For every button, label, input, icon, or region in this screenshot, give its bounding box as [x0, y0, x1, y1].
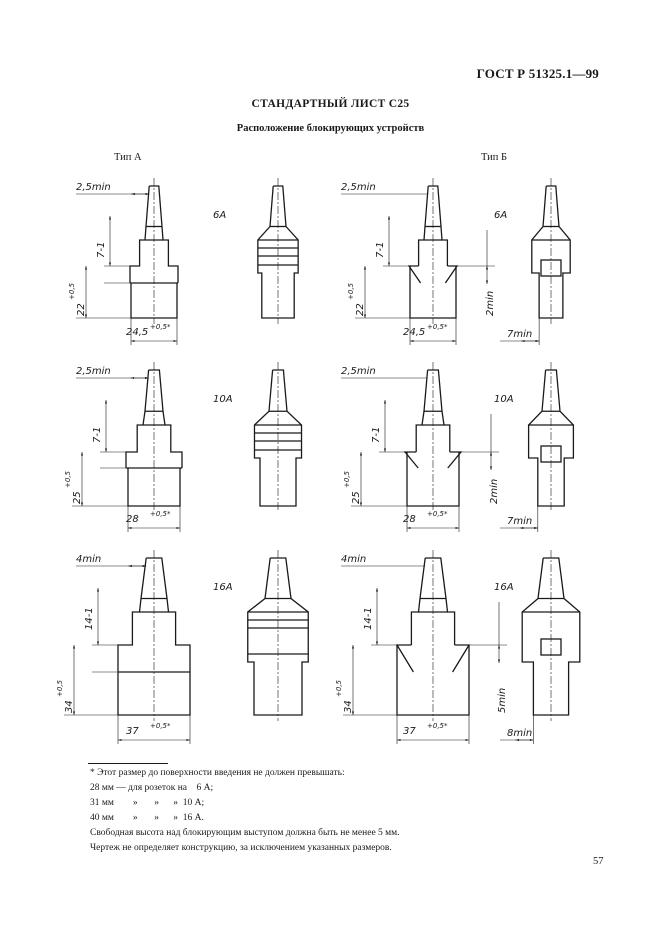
type-a-label: Тип А: [114, 152, 142, 163]
type-a-rating: 6А: [213, 210, 227, 221]
type-b-outline-right: [425, 558, 454, 645]
type-b-side-dim: 7-1: [375, 241, 386, 258]
type-a-width-tol: +0,5*: [150, 722, 171, 730]
type-b-height-tol: +0,5: [335, 680, 343, 697]
type-b-rating: 16А: [494, 582, 514, 593]
type-b-min-h-dim: 2min: [485, 290, 496, 316]
type-b-width-tol: +0,5*: [427, 722, 448, 730]
type-b-width-tol: +0,5*: [427, 323, 448, 331]
type-b-width-tol: +0,5*: [427, 510, 448, 518]
type-b-wing-right: [445, 266, 457, 283]
type-a-pin: [128, 468, 180, 506]
type-b-height-dim: 22: [355, 303, 366, 316]
type-a-outline-left: [126, 370, 149, 468]
page-number: 57: [593, 856, 604, 867]
type-b-outline-left: [411, 558, 425, 645]
type-a-outline-left: [130, 186, 149, 283]
type-a-top-dim: 2,5min: [76, 366, 111, 377]
type-a-side-dim: 7-1: [92, 426, 103, 443]
type-a-width-dim: 37: [126, 726, 139, 737]
drawing-row-10a: [64, 362, 573, 532]
type-a-outline-right: [146, 558, 190, 672]
type-b-height-dim: 34: [343, 700, 354, 713]
type-b-min-w-dim: 7min: [507, 516, 533, 527]
type-b-label: Тип Б: [481, 152, 508, 163]
type-b-side-dim: 14-1: [363, 607, 374, 630]
type-b-wing-right: [453, 645, 469, 672]
footnote-4: 40 мм » » » 16 А.: [90, 813, 204, 823]
type-b-rating: 6А: [494, 210, 508, 221]
type-b-top-dim: 2,5min: [341, 182, 376, 193]
type-a-height-tol: +0,5: [68, 283, 76, 300]
type-a-side-dim: 14-1: [84, 607, 95, 630]
type-b-width-dim: 24,5: [403, 327, 426, 338]
type-b-side-dim: 7-1: [371, 426, 382, 443]
type-a-top-dim: 4min: [76, 554, 102, 565]
type-a-rating: 10А: [213, 394, 233, 405]
footnote-5: Свободная высота над блокирующим выступом должна быть не менее 5 мм.: [90, 828, 400, 838]
type-a-top-dim: 2,5min: [76, 182, 111, 193]
type-b-height-tol: +0,5: [343, 471, 351, 488]
type-b-wing-left: [397, 645, 413, 672]
type-a-width-tol: +0,5*: [150, 323, 171, 331]
sheet-subtitle: Расположение блокирующих устройств: [236, 123, 425, 134]
type-b-width-dim: 37: [403, 726, 416, 737]
type-b-min-w-dim: 8min: [507, 728, 533, 739]
type-a-width-tol: +0,5*: [150, 510, 171, 518]
type-a-width-dim: 24,5: [126, 327, 149, 338]
type-b-width-dim: 28: [403, 514, 416, 525]
type-a-outline-right: [149, 186, 178, 283]
type-b-min-h-dim: 2min: [489, 478, 500, 504]
drawing-row-6a: [68, 178, 570, 345]
type-b-top-dim: 4min: [341, 554, 367, 565]
footnote-1: * Этот размер до поверхности введения не должен превышать:: [90, 768, 345, 778]
type-b-top-dim: 2,5min: [341, 366, 376, 377]
type-a-width-dim: 28: [126, 514, 139, 525]
type-a-height-tol: +0,5: [64, 471, 72, 488]
type-b-rating: 10А: [494, 394, 514, 405]
footnote-2: 28 мм — для розеток на 6 А;: [90, 783, 214, 793]
type-b-min-h-dim: 5min: [497, 687, 508, 713]
sheet-title: СТАНДАРТНЫЙ ЛИСТ С25: [251, 98, 410, 110]
footnote-3: 31 мм » » » 10 А;: [90, 798, 205, 808]
type-a-height-tol: +0,5: [56, 680, 64, 697]
type-b-wing-left: [409, 266, 421, 283]
type-a-outline-right: [149, 370, 182, 468]
type-a-side-dim: 7-1: [96, 241, 107, 258]
standard-number: ГОСТ Р 51325.1—99: [476, 66, 599, 81]
footnote-6: Чертеж не определяет конструкцию, за исключением указанных размеров.: [90, 843, 392, 853]
type-a-height-dim: 25: [72, 491, 83, 504]
type-a-height-dim: 22: [76, 303, 87, 316]
type-b-height-tol: +0,5: [347, 283, 355, 300]
type-b-min-w-dim: 7min: [507, 329, 533, 340]
footnote-rule: [88, 763, 168, 764]
type-b-height-dim: 25: [351, 491, 362, 504]
type-a-height-dim: 34: [64, 700, 75, 713]
type-a-outline-left: [118, 558, 146, 672]
type-a-rating: 16А: [213, 582, 233, 593]
drawing-row-16a: [56, 550, 580, 744]
